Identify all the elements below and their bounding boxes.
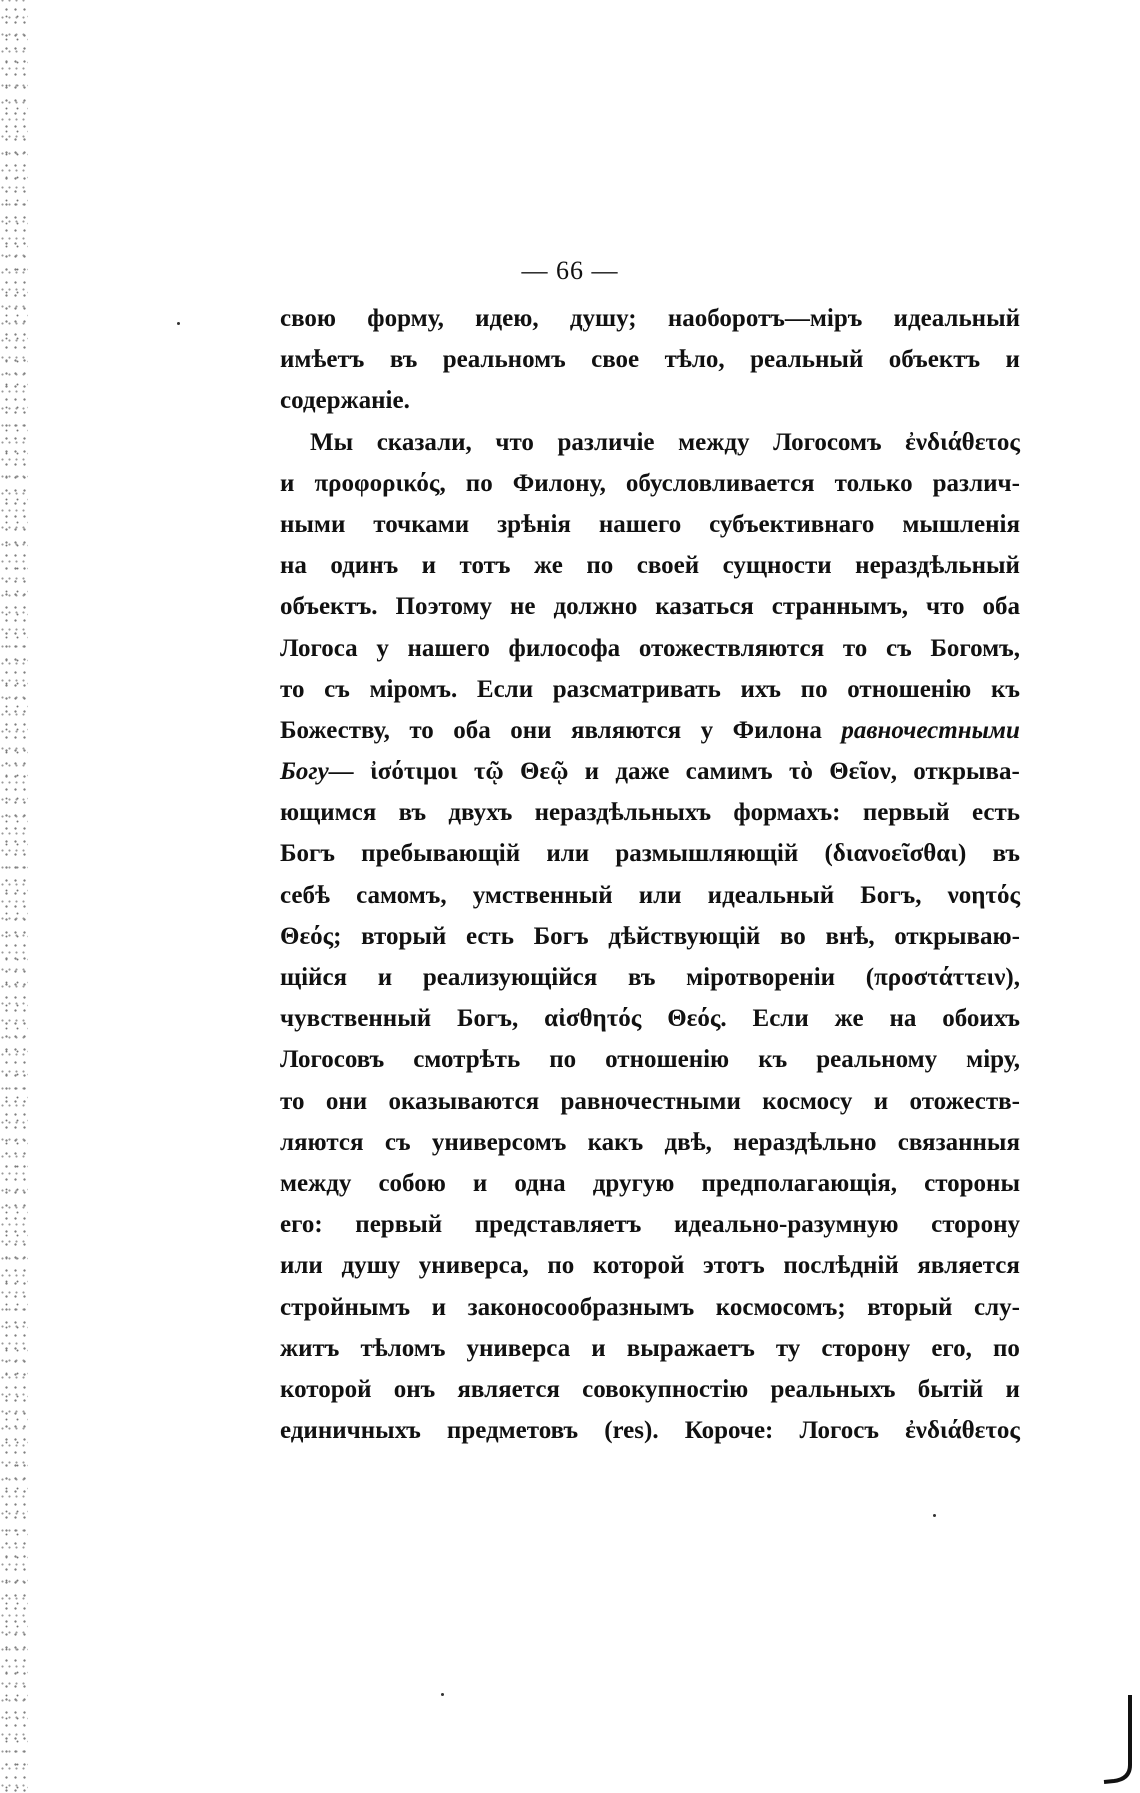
word: нашего [598, 510, 682, 538]
word: которой [280, 1375, 372, 1403]
word: по [547, 1252, 575, 1280]
text-line [280, 875, 1020, 916]
word: которой [592, 1252, 685, 1280]
word: являются [570, 716, 682, 744]
word: τὸ [788, 758, 813, 786]
word: стороны [924, 1169, 1020, 1197]
word: вторый [361, 922, 447, 950]
word: должно [553, 593, 638, 621]
word: равночестными [560, 1087, 741, 1115]
word: идею, [475, 305, 539, 332]
text-line [280, 1122, 1020, 1163]
stray-mark [441, 1693, 444, 1696]
text-line [280, 422, 1020, 463]
word: идеально-разумную [674, 1211, 899, 1239]
word: предметовъ [446, 1417, 579, 1445]
word: чувственный [280, 1005, 432, 1033]
text-line [280, 1369, 1020, 1410]
word: Логосъ [799, 1417, 879, 1445]
word: міру, [966, 1046, 1020, 1074]
word: и [431, 1293, 447, 1321]
word: Филону, [512, 469, 606, 497]
word: тотъ [459, 552, 511, 580]
word: то [280, 1087, 305, 1115]
word: на [280, 552, 307, 580]
word: представляетъ [474, 1211, 642, 1239]
word: нераздѣльный [855, 552, 1020, 580]
word: только [834, 469, 913, 497]
word: первый [862, 799, 950, 827]
word: не [510, 593, 536, 621]
word: ющимся [280, 799, 377, 827]
word: Богъ, [860, 881, 922, 909]
word: свою [280, 305, 337, 332]
text-line [280, 380, 1020, 421]
word: или [638, 881, 682, 909]
word: по [465, 469, 493, 497]
word: оба [982, 593, 1020, 621]
stray-mark [933, 1514, 936, 1517]
word: реальный [750, 346, 864, 374]
word: тѣло, [664, 346, 725, 374]
word: они [510, 716, 552, 744]
word: нераздѣльныхъ [534, 799, 712, 827]
word: является [457, 1375, 560, 1403]
word: по [549, 1046, 577, 1074]
word: съ [324, 675, 350, 703]
word: другую [592, 1169, 675, 1197]
word: (προστάττειν), [865, 964, 1020, 991]
text-line [280, 339, 1020, 380]
word: сторону [821, 1334, 911, 1362]
word: Логосовъ [280, 1046, 385, 1074]
word: Короче: [684, 1417, 774, 1445]
word: и [472, 1169, 488, 1197]
word: умственный [472, 881, 613, 909]
word: равночестными [841, 716, 1020, 744]
word: внѣ, [825, 922, 875, 950]
word: обусловливается [625, 469, 815, 497]
word: философа [508, 634, 621, 662]
word: зрѣнія [497, 510, 571, 538]
word: ихъ [740, 675, 781, 703]
word: первый [355, 1211, 443, 1239]
word: сказали, [376, 428, 472, 456]
word: душу; [569, 305, 637, 332]
text-line [280, 1163, 1020, 1204]
text-line [280, 1081, 1020, 1122]
word: въ [398, 799, 427, 827]
word: отожествляются [638, 634, 825, 662]
word: Θεός; [280, 922, 342, 950]
text-line [280, 669, 1020, 710]
word: космосомъ; [715, 1293, 846, 1321]
word: разсматривать [552, 675, 721, 703]
word: щійся [280, 964, 348, 991]
word: Божеству, [280, 716, 390, 744]
word: и [591, 1334, 606, 1362]
word: дѣйствующій [608, 922, 761, 950]
word: стройнымъ [280, 1293, 411, 1321]
word: есть [465, 922, 514, 950]
word: отношенію [847, 675, 972, 703]
word: объектъ. [280, 593, 378, 621]
text-line [280, 1410, 1020, 1451]
word: сторону [931, 1211, 1020, 1239]
text-line [280, 1204, 1020, 1245]
word: отношенію [605, 1046, 730, 1074]
word: и [377, 964, 393, 991]
word: (res). [604, 1417, 659, 1445]
word: ἐνδιάθετος [905, 1417, 1020, 1445]
word: и [421, 552, 437, 580]
word: собою [378, 1169, 446, 1197]
word: слу- [974, 1293, 1020, 1321]
page-number: — 66 — [521, 256, 619, 285]
word: же [533, 552, 563, 580]
word: своей [636, 552, 700, 580]
word: и [1005, 1375, 1020, 1403]
word: является [917, 1252, 1020, 1280]
text-line [280, 957, 1020, 998]
word: различ- [932, 469, 1020, 497]
word: Богъ, [457, 1005, 519, 1033]
word: они [325, 1087, 368, 1115]
text-line [280, 1039, 1020, 1080]
word: казаться [655, 593, 754, 621]
word: космосу [762, 1087, 853, 1115]
word: же [834, 1005, 864, 1033]
word: мышленія [902, 510, 1020, 538]
text-line [280, 1328, 1020, 1369]
word: тѣломъ [360, 1334, 446, 1362]
word: онъ [393, 1375, 436, 1403]
word: одинъ [330, 552, 399, 580]
word: Логосомъ [773, 428, 882, 456]
word: ными [280, 510, 346, 538]
word: Богомъ, [930, 634, 1020, 662]
text-line [280, 586, 1020, 627]
word: между [280, 1169, 352, 1197]
word: Логоса [280, 634, 358, 662]
body-text [280, 298, 1020, 1451]
word: идеальный [707, 881, 835, 909]
word: по [586, 552, 614, 580]
word: есть [971, 799, 1020, 827]
word: Если [752, 1005, 809, 1033]
text-line [280, 628, 1020, 669]
word: міромъ. [369, 675, 458, 703]
word: самимъ [685, 758, 773, 786]
word: Богу— [280, 758, 354, 786]
word: объектъ [888, 346, 981, 374]
text-line [280, 998, 1020, 1039]
text-line [280, 751, 1020, 792]
text-line [280, 1287, 1020, 1328]
word: у [700, 716, 714, 744]
text-line [280, 792, 1020, 833]
word: нашего [407, 634, 490, 662]
word: совокупностію [582, 1375, 749, 1403]
word: свое [591, 346, 640, 374]
word: единичныхъ [280, 1417, 421, 1445]
word: его, [931, 1334, 972, 1362]
word: какъ [587, 1128, 644, 1156]
text-line [280, 545, 1020, 586]
word: во [779, 922, 806, 950]
word: ἰσότιμοι [370, 758, 458, 786]
word: содержаніе. [280, 387, 410, 415]
word: двѣ, [664, 1128, 712, 1156]
word: душу [341, 1252, 401, 1280]
text-line [280, 833, 1020, 874]
word: формахъ: [733, 799, 841, 827]
word: реальныхъ [770, 1375, 896, 1403]
word: размышляющій [615, 840, 799, 868]
word: открываю- [894, 922, 1020, 950]
stray-mark [177, 322, 180, 325]
word: Θεός. [667, 1005, 727, 1033]
text-line [280, 916, 1020, 957]
word: что [925, 593, 965, 621]
word: послѣдній [783, 1252, 899, 1280]
word: идеальный [893, 305, 1020, 332]
word: оба [453, 716, 491, 744]
word: житъ [280, 1334, 340, 1362]
word: одна [514, 1169, 566, 1197]
word: страннымъ, [771, 593, 909, 621]
word: точками [373, 510, 470, 538]
word: универса, [418, 1252, 529, 1280]
word: и [1005, 346, 1020, 374]
word: этотъ [702, 1252, 765, 1280]
word: законосообразнымъ [467, 1293, 695, 1321]
word: къ [758, 1046, 788, 1074]
word: Богъ [280, 840, 335, 868]
word: между [678, 428, 750, 456]
word: и [873, 1087, 889, 1115]
word: бытій [917, 1375, 984, 1403]
word: то [280, 675, 305, 703]
word: въ [389, 346, 418, 374]
word: связанныя [897, 1128, 1020, 1156]
word: въ [992, 840, 1020, 868]
word: субъективнаго [709, 510, 875, 538]
word: универсомъ [431, 1128, 567, 1156]
word: νοητός [947, 881, 1020, 909]
word: выражаетъ [626, 1334, 755, 1362]
word: къ [990, 675, 1020, 703]
word: смотрѣть [413, 1046, 521, 1074]
word: предполагающія, [701, 1169, 898, 1197]
word: себѣ [280, 881, 330, 909]
word: отожеств- [909, 1087, 1020, 1115]
text-line [280, 710, 1020, 751]
word: міротвореніи [686, 964, 836, 991]
word: и [280, 469, 295, 497]
word: реализующійся [422, 964, 598, 991]
word: προφορικός, [314, 469, 446, 497]
word: по [992, 1334, 1020, 1362]
word: ту [775, 1334, 801, 1362]
word: съ [384, 1128, 411, 1156]
word: различіе [557, 428, 655, 456]
page-corner-mark [1100, 1695, 1134, 1785]
word: что [495, 428, 534, 456]
word: Θεῖον, [829, 758, 897, 786]
word: и [584, 758, 600, 786]
word: у [376, 634, 389, 662]
word: ἐνδιάθετος [905, 428, 1020, 456]
word: αἰσθητός [544, 1005, 642, 1033]
word: форму, [367, 305, 444, 332]
word: самомъ, [356, 881, 447, 909]
word: Θεῷ [519, 758, 569, 786]
word: то [842, 634, 868, 662]
text-line [280, 298, 1020, 339]
word: двухъ [448, 799, 513, 827]
word: или [280, 1252, 323, 1280]
word: Богъ [533, 922, 589, 950]
word: оказываются [388, 1087, 540, 1115]
word: сущности [722, 552, 832, 580]
word: открыва- [913, 758, 1020, 786]
word: наоборотъ—міръ [667, 305, 863, 332]
word: на [889, 1005, 917, 1033]
word: даже [615, 758, 670, 786]
word: его: [280, 1211, 323, 1239]
word: пребывающій [361, 840, 521, 868]
word: вторый [867, 1293, 953, 1321]
word: универса [466, 1334, 571, 1362]
word: Мы [310, 428, 354, 456]
word: (διανοεῖσθαι) [824, 840, 967, 868]
text-line [280, 504, 1020, 545]
word: въ [627, 964, 656, 991]
text-line [280, 463, 1020, 504]
word: Если [476, 675, 534, 703]
word: съ [885, 634, 912, 662]
word: реальному [816, 1046, 938, 1074]
word: то [409, 716, 434, 744]
word: Филона [732, 716, 822, 744]
text-line [280, 1245, 1020, 1286]
word: реальномъ [442, 346, 566, 374]
word: обоихъ [942, 1005, 1020, 1033]
word: τῷ [473, 758, 504, 786]
word: Поэтому [395, 593, 493, 621]
word: или [546, 840, 590, 868]
word: имѣетъ [280, 346, 365, 374]
word: по [800, 675, 828, 703]
word: ляются [280, 1128, 364, 1156]
word: нераздѣльно [733, 1128, 877, 1156]
